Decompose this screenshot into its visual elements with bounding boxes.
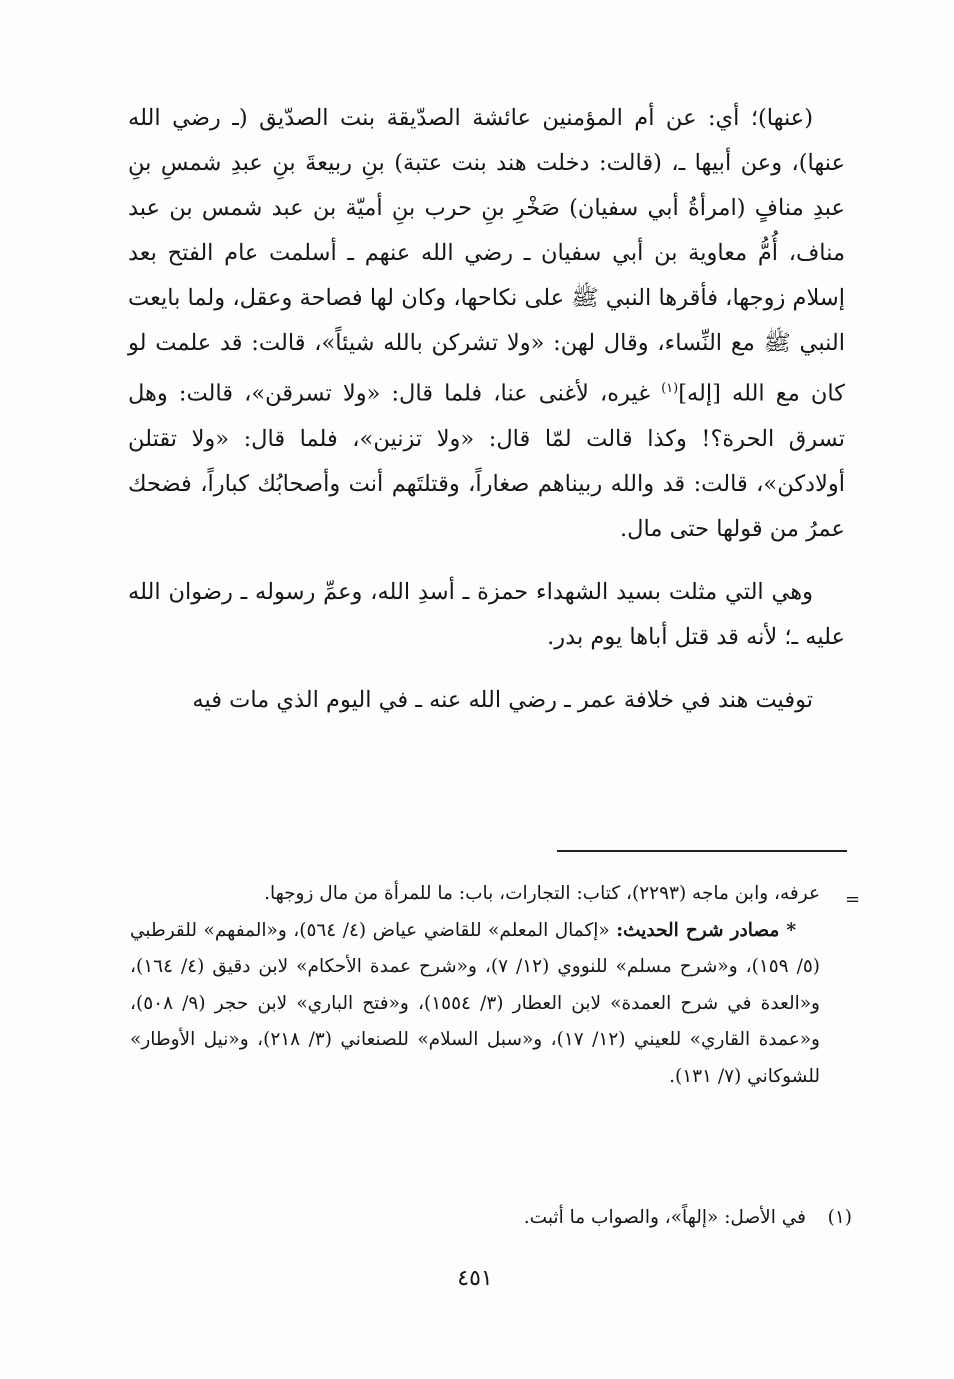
paragraph-1-text: (عنها)؛ أي: عن أم المؤمنين عائشة الصدّيقة بنت الصدّيق (ـ رضي الله عنها)، وعن أبيها ـ، (قالت: دخلت هند بنت عتبة) بنِ ربيعةَ بنِ عبدِ شمسِ بنِ عبدِ منافٍ (امرأةُ أبي سفيان) صَخْرِ بنِ حرب بنِ أميّة بن عبد شمس بن عبد مناف، أُمُّ معاوية بن أبي سفيان ـ رضي الله عنهم ـ أسلمت عام الفتح بعد إسلام زوجها، فأقرها النبي ﷺ على نكاحها، وكان لها فصاحة وعقل، ولما بايعت النبي ﷺ مع النِّساء، وقال لهن: «ولا تشركن بالله شيئاً»، قالت: قد علمت لو كان مع الله [إله]	[128, 105, 845, 407]
footnote-sources	[130, 913, 820, 1096]
page-number: ٤٥١	[457, 1266, 493, 1291]
paragraph-2: وهي التي مثلت بسيد الشهداء حمزة ـ أسدِ الله، وعمِّ رسوله ـ رضوان الله عليه ـ؛ لأنه قد قتل أباها يوم بدر.	[128, 578, 845, 650]
paragraph-1	[128, 96, 845, 552]
footnote-1-text: في الأصل: «إلهاً»، والصواب ما أثبت.	[523, 1207, 806, 1228]
paragraph-3: توفيت هند في خلافة عمر ـ رضي الله عنه ـ في اليوم الذي مات فيه	[192, 686, 813, 713]
paragraph-1-end: غيره، لأغنى عنا، فلما قال: «ولا تسرقن»، قالت: وهل تسرق الحرة؟! وكذا قالت لمّا قال: «ولا تزنين»، فلما قال: «ولا تقتلن أولادكن»، قالت: قد والله ربيناهم صغاراً، وقتلتَهم أنت وأصحابُك كباراً، فضحك عمرُ من قولها حتى مال.	[128, 380, 845, 542]
footnote-separator	[557, 850, 847, 852]
footnotes	[130, 876, 820, 1095]
sources-label: * مصادر شرح الحديث:	[616, 919, 796, 941]
footnote-ref-1: (١)	[661, 381, 679, 396]
footnote-continuation-mark: =	[845, 889, 861, 910]
sources-text: «إكمال المعلم» للقاضي عياض (٤/ ٥٦٤)، و«المفهم» للقرطبي (٥/ ١٥٩)، و«شرح مسلم» للنووي (١٢/ ٧)، و«شرح عمدة الأحكام» لابن دقيق (٤/ ١٦٤)، و«العدة في شرح العمدة» لابن العطار (٣/ ١٥٥٤)، و«فتح الباري» لابن حجر (٩/ ٥٠٨)، و«عمدة القاري» للعيني (١٢/ ١٧)، و«سبل السلام» للصنعاني (٣/ ٢١٨)، و«نيل الأوطار» للشوكاني (٧/ ١٣١).	[130, 919, 820, 1087]
footnote-continuation: عرفه، وابن ماجه (٢٢٩٣)، كتاب: التجارات، باب: ما للمرأة من مال زوجها.	[264, 883, 820, 904]
footnote-1-number: (١)	[827, 1207, 852, 1228]
main-text	[128, 96, 845, 723]
